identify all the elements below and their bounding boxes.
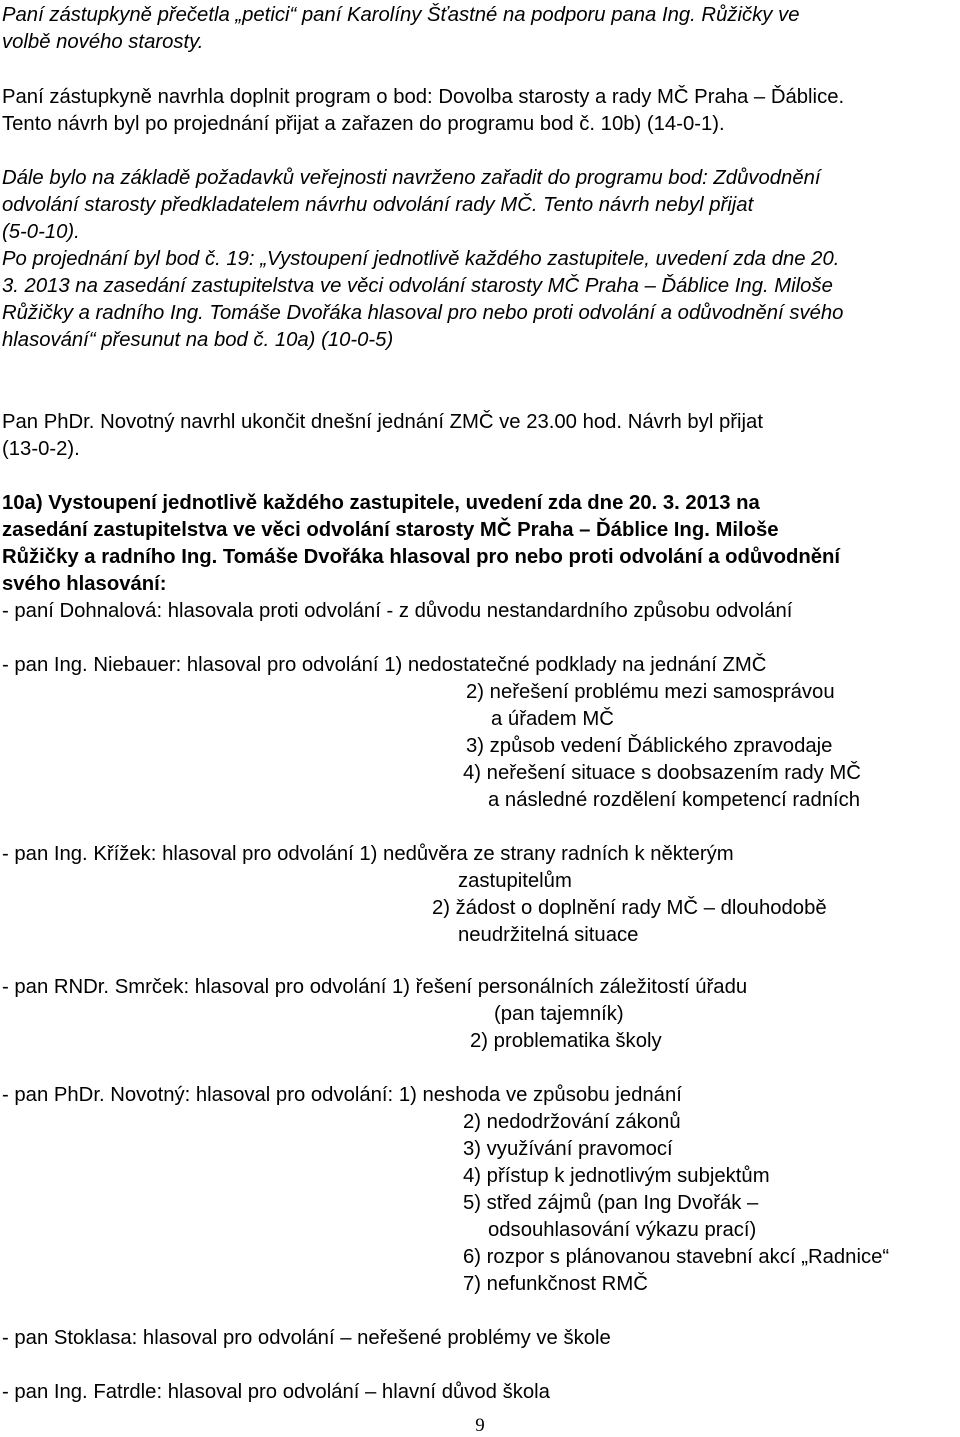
entry-smrcek-reason-2: 2) problematika školy (470, 1030, 662, 1052)
entry-niebauer-reason-2: 2) neřešení problému mezi samosprávou (466, 681, 835, 703)
entry-novotny: - pan PhDr. Novotný: hlasoval pro odvolání: 1) neshoda ve způsobu jednání (2, 1084, 682, 1106)
entry-stoklasa: - pan Stoklasa: hlasoval pro odvolání – neřešené problémy ve škole (2, 1327, 611, 1349)
entry-novotny-reason-7: 7) nefunkčnost RMČ (463, 1273, 648, 1295)
entry-niebauer-reason-2-cont: a úřadem MČ (491, 708, 614, 730)
heading-line-3: Růžičky a radního Ing. Tomáše Dvořáka hlasoval pro nebo proti odvolání a odůvodnění (2, 546, 841, 568)
entry-dohnalova: - paní Dohnalová: hlasovala proti odvolání - z důvodu nestandardního způsobu odvolání (2, 600, 793, 622)
entry-novotny-reason-2: 2) nedodržování zákonů (463, 1111, 681, 1133)
entry-niebauer-reason-4: 4) neřešení situace s doobsazením rady MČ (463, 762, 861, 784)
para3-line-3: (5-0-10). (2, 221, 80, 243)
entry-smrcek: - pan RNDr. Smrček: hlasoval pro odvolání 1) řešení personálních záležitostí úřadu (2, 976, 748, 998)
para3-line-1: Dále bylo na základě požadavků veřejnosti navrženo zařadit do programu bod: Zdůvodnění (2, 167, 821, 189)
para1-line-1: Paní zástupkyně přečetla „petici“ paní Karolíny Šťastné na podporu pana Ing. Růžičky ve (2, 4, 800, 26)
entry-niebauer-reason-3: 3) způsob vedení Ďáblického zpravodaje (466, 735, 833, 757)
entry-fatrdle: - pan Ing. Fatrdle: hlasoval pro odvolání – hlavní důvod škola (2, 1381, 550, 1403)
para4-line-3: Růžičky a radního Ing. Tomáše Dvořáka hlasoval pro nebo proti odvolání a odůvodnění svého (2, 302, 844, 324)
para5-line-2: (13-0-2). (2, 438, 80, 460)
entry-novotny-reason-5-cont: odsouhlasování výkazu prací) (488, 1219, 757, 1241)
page-number: 9 (475, 1415, 485, 1436)
entry-krizek: - pan Ing. Křížek: hlasoval pro odvolání 1) nedůvěra ze strany radních k některým (2, 843, 734, 865)
para1-line-2: volbě nového starosty. (2, 31, 204, 53)
para2-line-2: Tento návrh byl po projednání přijat a zařazen do programu bod č. 10b) (14-0-1). (2, 113, 725, 135)
entry-novotny-reason-4: 4) přístup k jednotlivým subjektům (463, 1165, 770, 1187)
entry-novotny-reason-5: 5) střed zájmů (pan Ing Dvořák – (463, 1192, 759, 1214)
heading-line-4: svého hlasování: (2, 573, 167, 595)
entry-niebauer: - pan Ing. Niebauer: hlasoval pro odvolání 1) nedostatečné podklady na jednání ZMČ (2, 654, 767, 676)
para4-line-1: Po projednání byl bod č. 19: „Vystoupení jednotlivě každého zastupitele, uvedení zda dne 20. (2, 248, 840, 270)
entry-krizek-reason-2: 2) žádost o doplnění rady MČ – dlouhodobě (432, 897, 827, 919)
entry-novotny-reason-3: 3) využívání pravomocí (463, 1138, 673, 1160)
entry-krizek-reason-1-cont: zastupitelům (458, 870, 572, 892)
para4-line-2: 3. 2013 na zasedání zastupitelstva ve věci odvolání starosty MČ Praha – Ďáblice Ing. Miloše (2, 275, 833, 297)
para4-line-4: hlasování“ přesunut na bod č. 10a) (10-0-5) (2, 329, 394, 351)
heading-line-1: 10a) Vystoupení jednotlivě každého zastupitele, uvedení zda dne 20. 3. 2013 na (2, 492, 760, 514)
entry-krizek-reason-2-cont: neudržitelná situace (458, 924, 639, 946)
heading-line-2: zasedání zastupitelstva ve věci odvolání starosty MČ Praha – Ďáblice Ing. Miloše (2, 519, 779, 541)
entry-niebauer-reason-4-cont: a následné rozdělení kompetencí radních (488, 789, 861, 811)
entry-novotny-reason-6: 6) rozpor s plánovanou stavební akcí „Radnice“ (463, 1246, 890, 1268)
para3-line-2: odvolání starosty předkladatelem návrhu odvolání rady MČ. Tento návrh nebyl přijat (2, 194, 754, 216)
para5-line-1: Pan PhDr. Novotný navrhl ukončit dnešní jednání ZMČ ve 23.00 hod. Návrh byl přijat (2, 411, 763, 433)
entry-smrcek-reason-1-cont: (pan tajemník) (494, 1003, 624, 1025)
para2-line-1: Paní zástupkyně navrhla doplnit program o bod: Dovolba starosty a rady MČ Praha – Ďáblice. (2, 86, 845, 108)
